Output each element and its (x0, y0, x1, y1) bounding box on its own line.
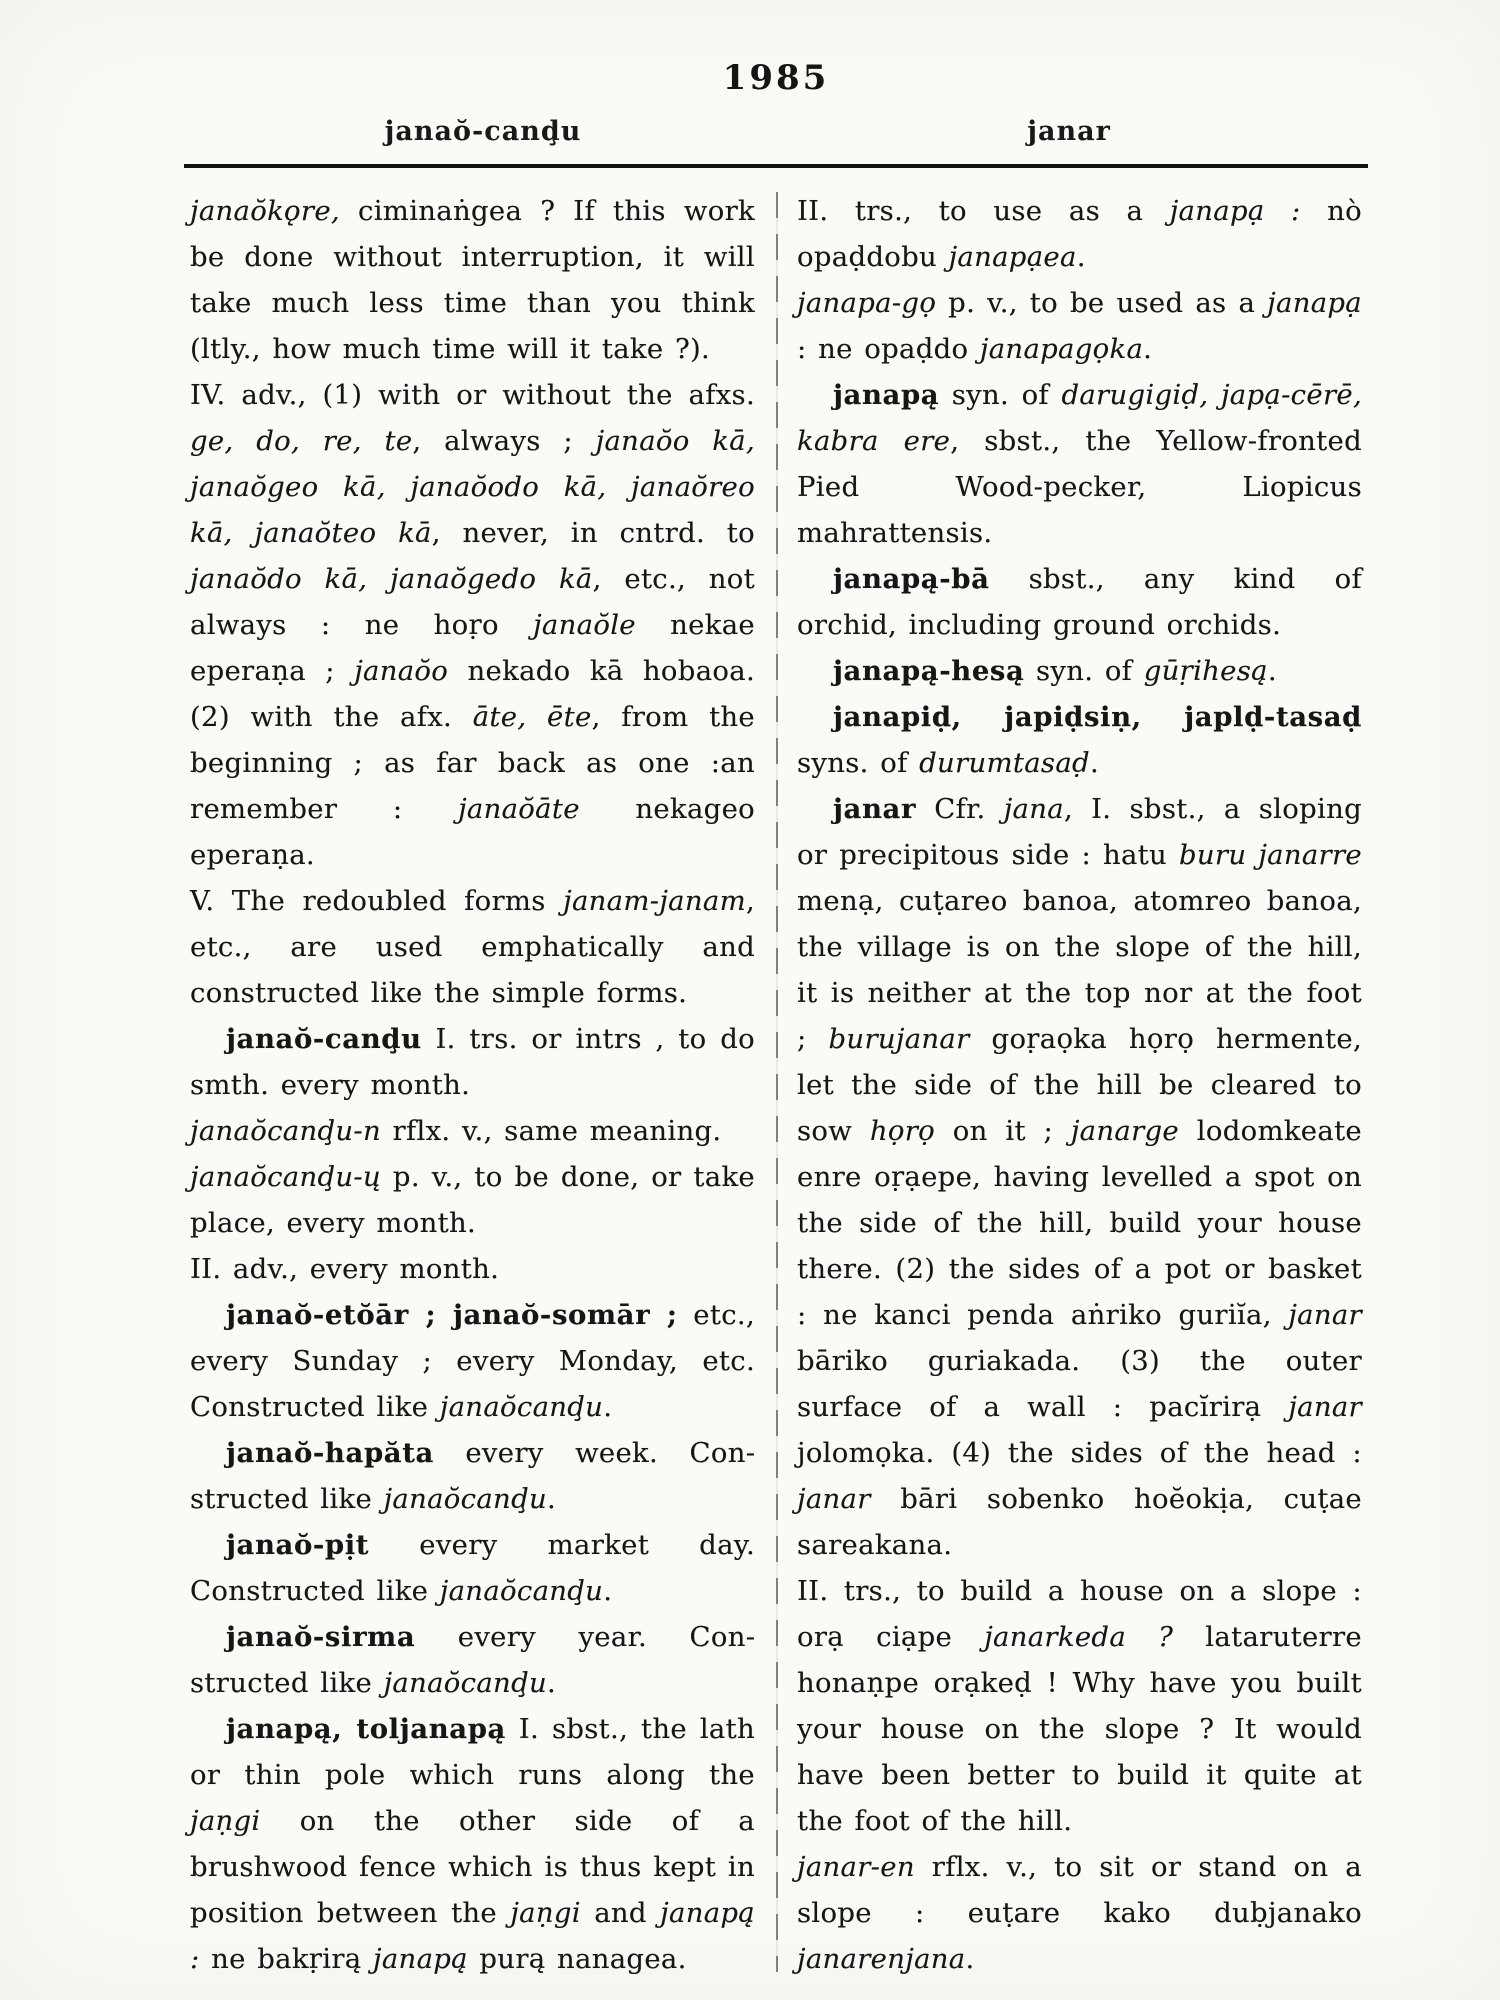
text-segment: janaŏāte (458, 793, 580, 825)
text-segment: every week. Constructed like (190, 1437, 755, 1515)
dictionary-paragraph (797, 280, 1362, 372)
text-segment: janar (1288, 1299, 1362, 1331)
text-segment: rflx. v., to sit or stand on a slope : euṭare kako duḅjanako (797, 1851, 1362, 1929)
text-segment: darugigiḍ, japạ-cērē, kabra ere (797, 379, 1363, 457)
text-segment: syn. of (939, 379, 1062, 411)
text-segment: and (580, 1897, 661, 1929)
text-segment: lataruterre honaṇpe orạkeḍ ! Why have you built your house on the slope ? It would have been better to build it quite at the foot of the hill. (797, 1621, 1362, 1837)
text-segment: : ne opaḍdo (797, 333, 980, 365)
text-segment: etc., every Sunday ; every Monday, etc. Constructed like (190, 1299, 755, 1423)
text-segment: , etc., are used emphatically and constructed like the simple forms. (190, 885, 755, 1009)
text-segment: lodomkeate enre oṛạepe, having levelled a spot on the side of the hill, build your house there. (2) the sides of a pot or basket : ne kanci penda aṅriko guriĭa, (797, 1115, 1362, 1331)
dictionary-paragraph (797, 188, 1362, 280)
text-segment: on it ; (935, 1115, 1071, 1147)
dictionary-paragraph (190, 878, 755, 1016)
text-segment: every market day. Constructed like (190, 1529, 755, 1607)
text-segment: janaŏcanḑu-n (190, 1115, 382, 1147)
text-segment: I. sbst., the lath or thin pole which runs along the (190, 1713, 755, 1791)
headword: janapą (833, 379, 940, 411)
page-number: 1985 (722, 58, 830, 98)
text-segment: p. v., to be done, or take place, every month. (190, 1161, 755, 1239)
text-segment: āte, ēte (472, 701, 592, 733)
text-segment: ne bakṛirą (211, 1943, 374, 1975)
dictionary-paragraph (797, 1568, 1362, 1844)
text-segment: . (547, 1667, 557, 1699)
text-segment: họrọ (869, 1115, 936, 1147)
headword: janapą-hesą (833, 655, 1025, 687)
dictionary-paragraph (190, 1154, 755, 1246)
text-segment: janam-janam (563, 885, 746, 917)
headword: janaŏ-sirma (226, 1621, 416, 1653)
text-segment: . (603, 1575, 613, 1607)
text-segment: bāriko guriakada. (3) the outer surface of a wall : pacĭrirạ (797, 1345, 1362, 1423)
text-segment: janaŏle (533, 609, 636, 641)
headword: janapiḍ, japiḍsiṇ, japlḍ-tasaḍ (833, 701, 1362, 733)
text-columns (190, 188, 1362, 1982)
text-segment: janapą : (190, 1897, 755, 1975)
text-segment: syns. of (797, 747, 920, 779)
text-segment: goṛaọka họrọ hermente, let the side of the hill be cleared to sow (797, 1023, 1363, 1147)
dictionary-paragraph (190, 1292, 755, 1430)
text-segment: janapạ (1267, 287, 1362, 319)
text-segment: syn. of (1024, 655, 1144, 687)
text-segment: janapagọka (979, 333, 1144, 365)
text-segment: janar (797, 1483, 871, 1515)
dictionary-paragraph (190, 1108, 755, 1154)
dictionary-paragraph (797, 694, 1362, 786)
headword: janaŏ-pịt (226, 1529, 370, 1561)
text-segment: jana (1003, 793, 1064, 825)
column-gap (755, 188, 797, 1982)
text-segment: . (1267, 655, 1277, 687)
text-segment: , from the beginning ; as far back as one :an remember : (190, 701, 756, 825)
headword: janaŏ-hapăta (226, 1437, 434, 1469)
text-segment: menạ, cuṭareo banoa, atomreo banoa, the village is on the slope of the hill, it is neither at the top nor at the foot ; (797, 885, 1362, 1055)
dictionary-paragraph (190, 188, 755, 372)
dictionary-paragraph (190, 1246, 755, 1292)
text-segment: I. trs. or intrs , to do smth. every month. (190, 1023, 755, 1101)
dictionary-paragraph (797, 786, 1362, 1568)
text-segment: janaŏkǫre, (190, 195, 359, 227)
headword: janapą, toljanapą (226, 1713, 506, 1745)
text-segment: janaŏcanḑu (383, 1667, 547, 1699)
dictionary-paragraph (190, 1522, 755, 1614)
dictionary-paragraph (797, 1844, 1362, 1982)
dictionary-paragraph (190, 1016, 755, 1108)
running-head-right: janar (1027, 116, 1111, 147)
headword: janaŏ-canḑu (226, 1023, 422, 1055)
running-head-left: janaŏ-canḑu (384, 116, 582, 147)
text-segment: , etc., not always : ne hoṛo (190, 563, 755, 641)
text-segment: nekageo eperaṇa. (190, 793, 755, 871)
text-segment: janapą (373, 1943, 468, 1975)
text-segment: durumtasaḍ (919, 747, 1090, 779)
text-segment: . (1089, 747, 1099, 779)
text-segment: jaṇgi (190, 1805, 261, 1837)
text-segment: purą nanagea. (467, 1943, 687, 1975)
text-segment: , always ; (412, 425, 596, 457)
text-segment: IV. adv., (1) with or without the afxs. (190, 379, 755, 411)
dictionary-paragraph (797, 648, 1362, 694)
headword: janapą-bā (833, 563, 990, 595)
text-segment: jaṇgi (510, 1897, 581, 1929)
text-segment: nò opaḍdobu (797, 195, 1362, 273)
text-segment: jolomọka. (4) the sides of the head : (797, 1437, 1362, 1469)
text-segment: II. adv., every month. (190, 1253, 500, 1285)
text-segment: V. The redoubled forms (190, 885, 564, 917)
column-divider (776, 192, 778, 1972)
text-segment: janar-en (797, 1851, 915, 1883)
dictionary-paragraph (190, 1706, 755, 1982)
text-segment: p. v., to be used as a (936, 287, 1268, 319)
dictionary-paragraph (190, 372, 755, 878)
text-segment: janarkeda ? (984, 1621, 1206, 1653)
running-heads (190, 116, 1362, 147)
headword: janar (833, 793, 917, 825)
dictionary-paragraph (797, 372, 1362, 556)
text-segment: janar (1288, 1391, 1362, 1423)
dictionary-paragraph (190, 1614, 755, 1706)
text-segment: janarge (1070, 1115, 1180, 1147)
right-column (797, 188, 1362, 1982)
text-segment: . (603, 1391, 613, 1423)
text-segment: II. trs., to use as a (797, 195, 1170, 227)
text-segment: janapa-gọ (797, 287, 937, 319)
text-segment: ciminaṅgea ? If this work be done without interruption, it will take much less time than you think (ltly., how much time will it take ?). (190, 195, 755, 365)
text-segment: . (547, 1483, 557, 1515)
text-segment: buru janarre (1179, 839, 1363, 871)
text-segment: nekado kā hobaoa. (2) with the afx. (190, 655, 755, 733)
text-segment: . (1143, 333, 1153, 365)
text-segment: , I. sbst., a sloping or precipitous side : hatu (797, 793, 1362, 871)
text-segment: janaŏo kā, janaŏgeo kā, janaŏodo kā, janaŏreo kā, janaŏteo kā (190, 425, 755, 549)
text-segment: janaŏdo kā, janaŏgedo kā (190, 563, 593, 595)
text-segment: ge, do, re, te (190, 425, 413, 457)
text-segment: on the other side of a brushwood fence which is thus kept in position between the (190, 1805, 755, 1929)
text-segment: janapạea (948, 241, 1077, 273)
text-segment: . (1076, 241, 1086, 273)
text-segment: Cfr. (916, 793, 1004, 825)
text-segment: , never, in cntrd. to (431, 517, 756, 549)
text-segment: , sbst., the Yellow-fronted Pied Wood-pecker, Liopicus mahrattensis. (797, 425, 1362, 549)
header-rule (184, 164, 1368, 168)
dictionary-paragraph (797, 556, 1362, 648)
text-segment: rflx. v., same meaning. (381, 1115, 722, 1147)
headword: janaŏ-etŏār ; janaŏ-somār ; (226, 1299, 678, 1331)
text-segment: janaŏcanḑu (439, 1391, 604, 1423)
text-segment: janarenjana (797, 1943, 966, 1975)
text-segment: janaŏcanḑu-ų (190, 1161, 382, 1193)
text-segment: janaŏo (354, 655, 449, 687)
text-segment: janaŏcanḑu (439, 1575, 604, 1607)
left-column (190, 188, 755, 1982)
text-segment: burujanar (828, 1023, 970, 1055)
text-segment: sbst., any kind of orchid, including ground orchids. (797, 563, 1362, 641)
text-segment: . (965, 1943, 975, 1975)
text-segment: every year. Constructed like (190, 1621, 755, 1699)
text-segment: janaŏcanḑu (383, 1483, 547, 1515)
text-segment: janapạ : (1169, 195, 1328, 227)
text-segment: II. trs., to build a house on a slope : orạ ciạpe (797, 1575, 1362, 1653)
dictionary-paragraph (190, 1430, 755, 1522)
text-segment: bāri sobenko hoĕokịa, cuṭae sareakana. (797, 1483, 1362, 1561)
text-segment: gūṛihesą (1143, 655, 1268, 687)
text-segment: nekae eperaṇa ; (190, 609, 755, 687)
